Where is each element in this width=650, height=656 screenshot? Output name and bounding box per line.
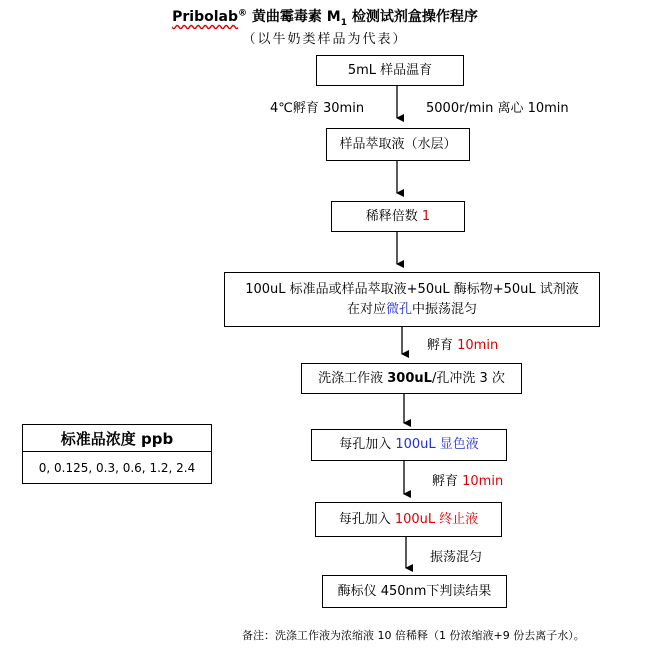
step-dilution-factor [331,201,465,232]
line2-pre: 在对应 [346,301,386,317]
label-centrifuge: 5000r/min 离心 10min [426,101,569,116]
title-subscript: 1 [340,17,347,28]
step-sample-extract-text: 样品萃取液（水层） [339,136,457,152]
step-read-result [322,575,507,608]
label-shake-mix: 振荡混匀 [430,550,483,565]
standard-concentration-table [22,424,212,484]
stop-pre: 每孔加入 [338,511,395,527]
wash-post: /孔冲洗 3 次 [431,370,505,386]
incubate-2-time: 10min [462,474,504,489]
step-add-stop-solution [315,502,502,537]
title-text-post: 检测试剂盒操作程序 [346,9,478,25]
dilution-label: 稀释倍数 [365,208,422,224]
label-incubate-10min-1 [427,334,498,353]
step-wash [301,363,522,394]
step-add-substrate [311,429,507,461]
title-text-pre: 黄曲霉毒素 M [247,9,341,25]
footnote: 备注：洗涤工作液为浓缩液 10 倍稀释（1 份浓缩液+9 份去离子水）。 [242,629,585,642]
microwell-highlight: 微孔 [385,301,412,317]
wash-pre: 洗涤工作液 [318,370,388,386]
label-incubate-10min-2 [432,470,503,489]
label-incubate-4c: 4℃孵育 30min [270,101,365,116]
incubate-1-time: 10min [457,338,499,353]
read-result-text: 酶标仪 450nm下判读结果 [337,583,492,599]
standard-table-header: 标准品浓度 ppb [23,425,211,452]
dilution-value: 1 [421,208,431,224]
substrate-highlight: 100uL 显色液 [395,437,479,452]
document-subtitle: （以牛奶类样品为代表） [242,32,408,47]
step-add-reagents [224,272,600,327]
add-reagents-line2 [347,300,477,320]
step-sample-incubation [316,55,464,86]
standard-table-values: 0, 0.125, 0.3, 0.6, 1.2, 2.4 [38,461,196,475]
step-sample-extract [326,128,470,161]
line2-post: 中振荡混匀 [412,301,478,317]
registered-mark: ® [238,8,248,19]
stop-highlight: 100uL 终止液 [394,511,479,527]
brand-name: Pribolab [172,9,239,25]
step-sample-incubation-text: 5mL 样品温育 [347,62,433,78]
add-reagents-line1: 100uL 标准品或样品萃取液+50uL 酶标物+50uL 试剂液 [245,281,579,297]
wash-volume: 300uL [387,370,432,386]
incubate-1-pre: 孵育 [427,338,458,353]
incubate-2-pre: 孵育 [432,474,463,489]
substrate-pre: 每孔加入 [339,437,396,452]
